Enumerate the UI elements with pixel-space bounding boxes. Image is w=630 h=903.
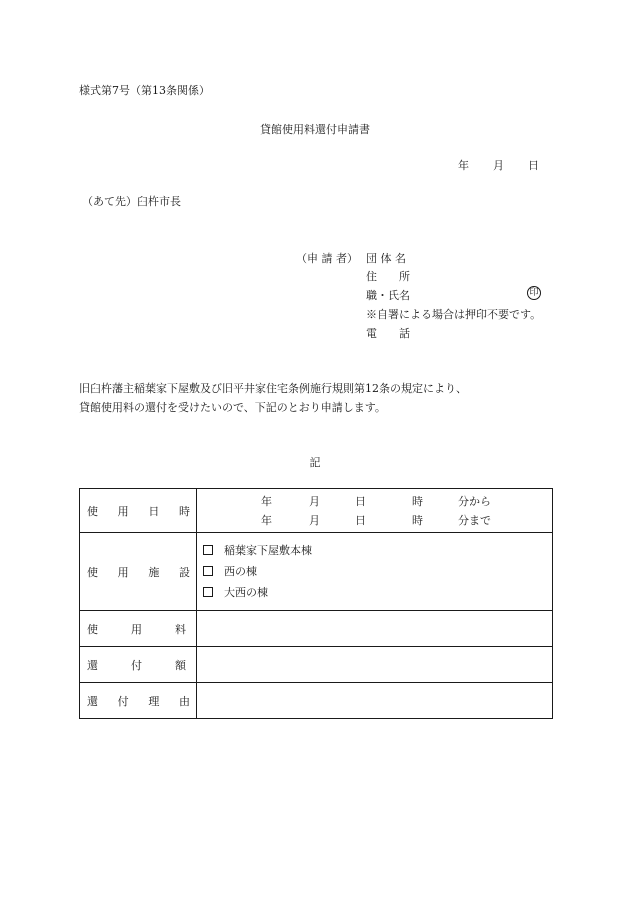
start-year-label: 年 [261,494,272,508]
refund-reason-label [80,683,197,719]
end-minute-label: 分まで [458,513,491,527]
fee-row [80,611,553,647]
label-char: 時 [178,504,190,518]
document-title: 貸館使用料還付申請書 [260,123,370,136]
date-month: 月 [493,159,504,172]
date-day: 日 [528,159,539,172]
fee-field[interactable] [197,611,553,647]
facility-options [197,533,553,611]
addressee: （あて先）臼杵市長 [82,195,181,208]
usage-datetime-label [80,489,197,533]
usage-start-line [197,492,552,511]
facility-label [80,533,197,611]
label-char: 日 [148,504,160,518]
label-char: 還 [87,658,98,672]
label-char: 設 [178,565,190,579]
label-char: 額 [175,658,186,672]
fee-label [80,611,197,647]
label-char: 付 [131,658,142,672]
facility-option-label: 大西の棟 [224,586,268,599]
statement-line-1: 旧臼杵藩主稲葉家下屋敷及び旧平井家住宅条例施行規則第12条の規定により、 [79,382,467,395]
label-char: 還 [87,694,98,708]
label-char: 料 [175,622,186,636]
start-minute-label: 分から [458,494,491,508]
label-char: 用 [131,622,142,636]
end-hour-label: 時 [412,513,423,527]
details-table [79,488,553,719]
start-month-label: 月 [309,494,320,508]
applicant-name-label: 職・氏名 [366,289,410,302]
label-char: 付 [117,694,129,708]
end-month-label: 月 [309,513,320,527]
facility-option-main[interactable] [197,540,552,561]
label-char: 施 [148,565,160,579]
applicant-label: （申 請 者） [296,252,358,265]
applicant-org-name-label: 団 体 名 [366,252,406,265]
start-hour-label: 時 [412,494,423,508]
end-year-label: 年 [261,513,272,527]
checkbox[interactable] [203,587,213,597]
label-char: 使 [87,622,98,636]
label-char: 理 [148,694,160,708]
refund-reason-row [80,683,553,719]
refund-amount-row [80,647,553,683]
label-char: 用 [117,565,129,579]
facility-option-label: 稲葉家下屋敷本棟 [224,544,312,557]
applicant-signature-note: ※自署による場合は押印不要です。 [366,308,542,321]
seal-mark: 印 [527,286,541,300]
facility-option-big-west[interactable] [197,582,552,603]
date-line [458,157,539,173]
usage-end-line [197,511,552,530]
label-char: 由 [178,694,190,708]
facility-option-west[interactable] [197,561,552,582]
statement-line-2: 貸館使用料の還付を受けたいので、下記のとおり申請します。 [79,401,386,414]
checkbox[interactable] [203,545,213,555]
refund-amount-label [80,647,197,683]
ki-heading: 記 [309,456,321,469]
label-char: 用 [117,504,129,518]
usage-datetime-field[interactable] [197,489,553,533]
facility-row [80,533,553,611]
start-day-label: 日 [355,494,366,508]
form-number: 様式第7号（第13条関係） [79,84,210,97]
date-year: 年 [458,159,469,172]
label-char: 使 [87,565,98,579]
refund-amount-field[interactable] [197,647,553,683]
checkbox[interactable] [203,566,213,576]
end-day-label: 日 [355,513,366,527]
usage-datetime-row [80,489,553,533]
applicant-phone-label: 電 話 [366,327,410,340]
applicant-address-label: 住 所 [366,270,410,283]
facility-option-label: 西の棟 [224,565,257,578]
refund-reason-field[interactable] [197,683,553,719]
label-char: 使 [87,504,98,518]
